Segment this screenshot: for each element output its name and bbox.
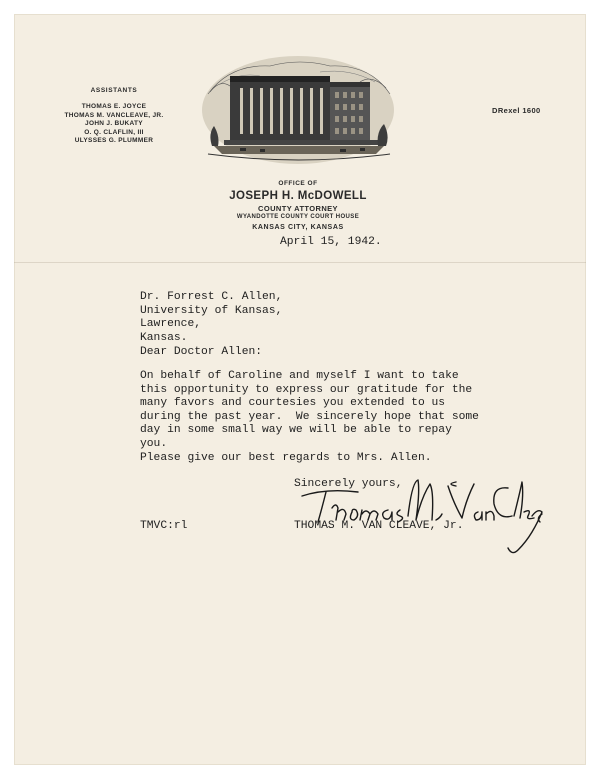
body-line: On behalf of Caroline and myself I want to take <box>140 370 459 382</box>
assistant-name: THOMAS E. JOYCE <box>81 103 147 110</box>
courthouse-name: WYANDOTTE COUNTY COURT HOUSE <box>236 214 360 220</box>
assistants-list <box>50 103 178 146</box>
assistant-name: THOMAS M. VANCLEAVE, JR. <box>64 111 164 119</box>
address-line: Lawrence, <box>140 318 202 330</box>
closing-paragraph: Please give our best regards to Mrs. Allen. <box>140 452 432 464</box>
body-line: during the past year. We sincerely hope that some <box>140 410 479 423</box>
handwritten-signature <box>296 462 546 558</box>
attorney-title: COUNTY ATTORNEY <box>258 204 338 213</box>
body-line: you. <box>140 437 168 450</box>
body-line: day in some small way we will be able to repay <box>140 424 452 436</box>
body-line: many favors and courtesies you extended to us <box>140 397 446 409</box>
letter-date: April 15, 1942. <box>280 236 382 248</box>
assistant-name: JOHN J. BUKATY <box>85 120 143 128</box>
address-line: Dr. Forrest C. Allen, <box>140 291 283 303</box>
paper-fold <box>14 262 586 263</box>
attorney-name: JOSEPH H. McDOWELL <box>229 190 367 202</box>
complimentary-close: Sincerely yours, <box>294 478 403 490</box>
city-name: KANSAS CITY, KANSAS <box>252 224 344 231</box>
body-paragraph <box>140 370 479 451</box>
signer-name: THOMAS M. VAN CLEAVE, Jr. <box>294 520 464 532</box>
typist-initials: TMVC:rl <box>140 520 188 532</box>
address-line: Kansas. <box>140 331 188 344</box>
office-of-label: OFFICE OF <box>278 180 318 187</box>
body-line: this opportunity to express our gratitude for the <box>140 383 473 396</box>
assistant-name: ULYSSES G. PLUMMER <box>74 137 154 145</box>
salutation: Dear Doctor Allen: <box>140 346 263 358</box>
phone-number: DRexel 1600 <box>492 106 541 115</box>
courthouse-engraving <box>200 54 396 170</box>
recipient-address <box>140 291 282 345</box>
assistants-heading: ASSISTANTS <box>90 87 138 94</box>
address-line: University of Kansas, <box>140 304 283 317</box>
assistant-name: O. Q. CLAFLIN, III <box>84 128 144 136</box>
